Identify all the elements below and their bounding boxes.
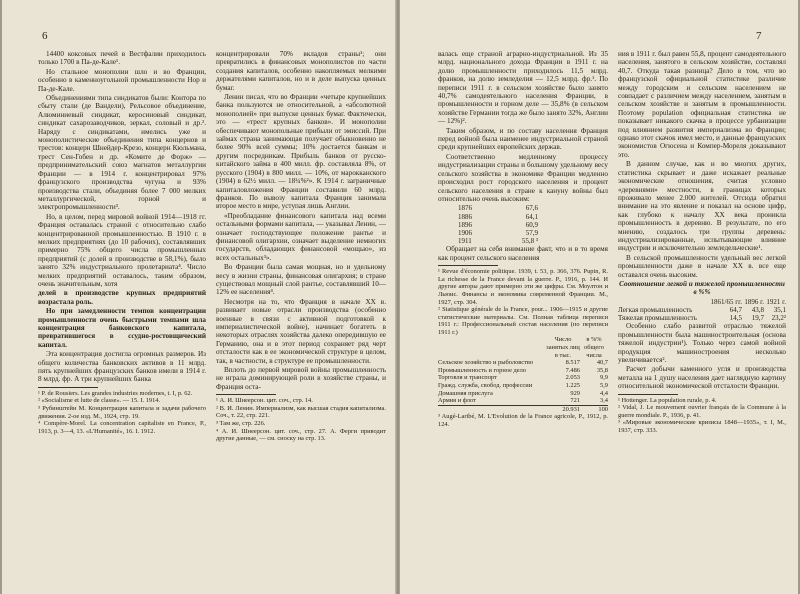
paragraph: В сельской промышленности удельный вес легкой промышленности даже в начале XX в. все еще оставался очень высоким. <box>618 253 786 279</box>
table-row: Промышленность и горное дело 7.486 35,8 <box>438 366 608 374</box>
paragraph: Объединениями типа синдикатов были: Контора по сбыту стали (де Вандели), Рельсовое объединение, Алюминиевый синдикат, керосиновый синдикат, синдикат сахарозаводчиков, зеркал, соловый и др.². Наряду с синдикатами, имелись уже и монополистические объединения типа концернов и трестов: концерн Шнейдер-Крезо, концерн Кюльмана, трест Сен-Гобен и др. «Комите де Форж» — предпринимательский союз магнатов металлургии Франции — в 1914 г. концентрировал 97% французского производства чугуна и 93% производства стали, объединяя более 7 000 мелких металлургической, горной и электропромышленности³. <box>38 94 206 212</box>
paragraph: Вплоть до первой мировой войны промышленность не играла доминирующей роли в хозяйстве страны, и Франция оста- <box>216 366 386 391</box>
footnote-rule <box>216 394 276 395</box>
table-row: Легкая промышленность 64,7 43,8 35,1 <box>618 305 786 314</box>
paragraph: концентрировали 70% вкладов страны¹; они превратились в финансовых монополистов по части создания капиталов, особенно накопляемых мелкими держателями капиталов, но и в деле выпуска ценных бумаг. <box>216 50 386 92</box>
footnotes <box>38 390 206 436</box>
footnote: ² Vidal, J. Le mouvement ouvrier français de la Commune à la guerre mondiale. P., 1936, p. 41. <box>618 404 786 419</box>
paragraph: Таким образом, и по составу населения Франция перед войной была наименее индустриальной страной среди крупнейших европейских держав. <box>438 126 608 152</box>
page-number-right: 7 <box>756 30 762 42</box>
page-number-left: 6 <box>42 30 48 42</box>
footnote-rule <box>38 387 98 388</box>
paragraph: Особенно слабо развитой отраслью тяжелой промышленности была машиностроительная (основа тяжелой индустрии¹). Только через самой войной продукция машиностроения несколько увеличивается². <box>618 322 786 365</box>
paragraph: Но стальное монополии шло и во Франции, особенно в каменноугольной промышленности Нор и Па-де-Кале. <box>38 67 206 93</box>
footnote: ⁴ А. И. Шнеерсон. цит. соч., стр. 27. А. Ферги приводит другие данные, — см. сноску на стр. 13. <box>216 427 386 443</box>
footnote: ¹ Hottenger. La population rurale, p. 4. <box>618 396 717 404</box>
right-page <box>400 0 798 594</box>
footnote: ³ «Мировые экономические кризисы 1848—1935», т. I, М., 1937, стр. 333. <box>618 419 786 435</box>
left-column-1 <box>38 50 206 590</box>
table-row: Домашняя прислуга 929 4,4 <box>438 389 608 397</box>
footnote: ¹ Revue d'économie politique. 1939, t. 53, p. 366, 376. Pupin, R. La richesse de la France devant la guerre. P., 1916, p. 144. И другие авторы дают примерно эти же цифры. См. Моултон и Льюис. Финансы и экономика современной Франции. М., 1927, стр. 304. <box>438 268 608 306</box>
table-row: Тяжелая промышленность 14,5 19,7 23,2² <box>618 314 786 323</box>
table-row: 1876 67,6 <box>458 204 538 213</box>
footnote: ¹ P. de Rousiers. Les grandes industries modernes, t. I, p. 62. <box>38 389 193 397</box>
paragraph: Но, в целом, перед мировой войной 1914—1918 гг. Франция оставалась страной с относительно слабо концентрированной промышленностью. В 1910 г. в мелких предприятиях (до 10 рабочих), составлявших примерно 75% общего числа промышленных предприятий (с долей в производстве в 58,1%), было занято 32% индустриального пролетариата⁴. Число мелких предприятий оставалось, таким образом, очень значительным, хотя <box>38 212 206 288</box>
table-header-row: 1861/65 гг. 1896 г. 1921 г. <box>710 297 786 306</box>
table-row: 1906 57,9 <box>458 228 538 237</box>
paragraph: Во Франции была самая мощная, но и удельному весу в жизни страны, финансовая олигархия; в стране существовал мощный слой рантье, составлявший 10—12% ее населения⁴. <box>216 263 386 297</box>
footnote: ⁴ Compère-Morel. La concentration capitaliste en France, P., 1913, p. 3—4, 13. «L'Humanité», 16. I. 1912. <box>38 420 206 435</box>
table-header-row: Число занятых лиц в тыс. в %% общего числа <box>546 336 604 359</box>
footnotes <box>618 397 786 435</box>
footnote-rule <box>618 394 678 395</box>
table-row: Гражд. служба, свобод. профессии 1.225 5,9 <box>438 382 608 390</box>
paragraph: 14400 коксовых печей в Вестфалии приходилось только 1700 в Па-де-Кале¹. <box>38 50 206 67</box>
footnote: ³ Там же, стр. 226. <box>216 420 266 428</box>
footnote: ² В. И. Ленин. Империализм, как высшая стадия капитализма. Соч., т. 22, стр. 221. <box>216 404 386 420</box>
footnote: ¹ А. И. Шнеерсон. цит. соч., стр. 14. <box>216 397 313 405</box>
paragraph: Эта концентрация достигла огромных размеров. Из общего количества банковских активов в 11 млрд. пять крупнейших французских банков имели в 1914 г. 8 млрд. фр. А три крупнейших банка <box>38 350 206 384</box>
urban-rural-table <box>458 204 538 245</box>
paragraph: Несмотря на то, что Франция в начале XX в. развивает новые отрасли производства (особенно военные в связи с активной подготовкой к империалистической войне), начинает богатеть в некоторых отраслях хозяйства далеко опередившую ее Германию, она и в этот период сохраняет ряд черт отсталости как в ее экономической структуре в целом, так, в частности, в структуре ее промышленности. <box>216 297 386 365</box>
paragraph: ния в 1911 г. был равен 55,8, процент самодеятельного населения, занятого в сельском хозяйстве, составлял 40,7. Откуда такая разница? Дело в том, что во французской официальной статистике различие между городским и сельским населением не совпадает с различием между населением, занятым в сельском хозяйстве и занятым в промышленности. Поэтому population официальная статистика не показывает никакого скачка в процессе урбанизации под влиянием развития империализма во Франции; однако этот скачок имел место, и данные французских экономистов Огюсена и Компер-Мореля доказывают это. <box>618 50 786 159</box>
right-column-2 <box>618 50 786 590</box>
table-row: Торговля и транспорт 2.053 9,9 <box>438 374 608 382</box>
table-row: 1896 60,9 <box>458 220 538 229</box>
paragraph: Обращает на себя внимание факт, что и в то время как процент сельского населения <box>438 245 608 262</box>
footnote: ² Statistique générale de la France, pour... 1906—1915 и другие статистические материалы. См. Полная таблица переписи 1911 г.: Профессиональный состав населения (по переписи 1911 г.) <box>438 306 608 336</box>
census-table <box>438 336 608 413</box>
table-row: Сельское хозяйство и рыболовство 8.517 40,7 <box>438 359 608 367</box>
footnote: ³ Augé-Laribé, M. L'Evolution de la France agricole, P., 1912, p. 124. <box>438 413 608 429</box>
left-column-2 <box>216 50 386 590</box>
table-row: Армия и флот 721 3,4 <box>438 397 608 405</box>
paragraph: В данном случае, как и во многих других, статистика скрывает и даже искажает реальные экономические отношения, считая условно «деревнями» местности, в границах которых проживало менее 2.000 жителей. Отсюда обратил внимание на это явление и показал на основе цифр, как глубоко к началу XX века проникла промышленность в деревню. В результате, по его мнению, создалось три группы деревень: индустриализированные, испытывающие влияние индустрии и исключительно земледельческие¹. <box>618 160 786 253</box>
footnotes <box>216 397 386 443</box>
paragraph: «Преобладание финансового капитала над всеми остальными формами капитала, — указывал Ленин, — означает господствующее положение рантье и финансовой олигархии, означает выделение немногих государств, обладающих финансовой «мощью», из всех остальных³». <box>216 211 386 262</box>
paragraph: Расчет добычи каменного угля и производства металла на 1 душу населения дает наглядную картину относительной экономической отсталости Франции. <box>618 365 786 391</box>
paragraph: валась еще страной аграрно-индустриальной. Из 35 млрд. национального дохода Франции в 1911 г. на долю промышленности приходилось 11,5 млрд. франков, на долю земледелия — 12,5 млрд. фр.¹. По переписи 1911 г. в сельском хозяйстве было занято 40,7% самодеятельного населения Франции, в промышленности и горном деле — 35,8% (в сельском хозяйстве Германии тогда же было занято 32%, Англии — 12%)². <box>438 50 608 126</box>
paragraph: Ленин писал, что во Франции «четыре крупнейших банка пользуются не относительной, а «абсолютной монополией» при выпуске ценных бумаг. Фактически, это — «трест крупных банков». И монополии обеспечивают монопольные прибыли от эмиссий. При займах страна занимающая получает обыкновенно не более 90% всей суммы; 10% достается банкам и другим посредникам. Прибыль банков от русско-китайского займа в 400 милл. фр. составляла 8%, от русского (1904) в 800 милл. — 10%, от марокканского (1904) в 62½ милл. — 18¾%²». К 1914 г. заграничные капиталовложения Франции составили 60 млрд. франков. По вывозу капитала Франция занимала второе место в мире, уступая лишь Англии. <box>216 93 386 211</box>
footnote: ² «Socialisme et lutte de classe». — 15. I. 1914. <box>38 397 161 405</box>
footnote: ³ Рубинштейн М. Концентрация капитала и задачи рабочего движения. 2-ое изд. М., 1924, стр. 19. <box>38 405 206 420</box>
table-row: 1911 55,8 ³ <box>458 237 538 246</box>
footnote-rule <box>438 265 498 266</box>
table-row: 1886 64,1 <box>458 212 538 221</box>
right-column-1 <box>438 50 608 590</box>
left-page <box>2 0 396 594</box>
paragraph: Соответственно медленному процессу индустриализации страны и большому удельному весу сельского хозяйства в экономике Франции медленно происходил рост городского населения и процент сельского населения в стране к кануну войны был относительно очень высоким: <box>438 152 608 203</box>
bold-phrase: делей в производстве крупных предприятий возрастала роль. <box>38 289 206 306</box>
industry-ratio-table <box>618 298 786 323</box>
footnotes <box>438 268 608 428</box>
table-total-row: 20.931 100 <box>438 405 608 413</box>
table-title: Соотношение легкой и тяжелой промышленности в %% <box>619 279 785 297</box>
bold-paragraph: Но при замедленности темпов концентрации промышленности очень быстрыми темпами шла концентрация банковского капитала, превратившегося в ссудно-ростовщический капитал. <box>38 307 206 349</box>
